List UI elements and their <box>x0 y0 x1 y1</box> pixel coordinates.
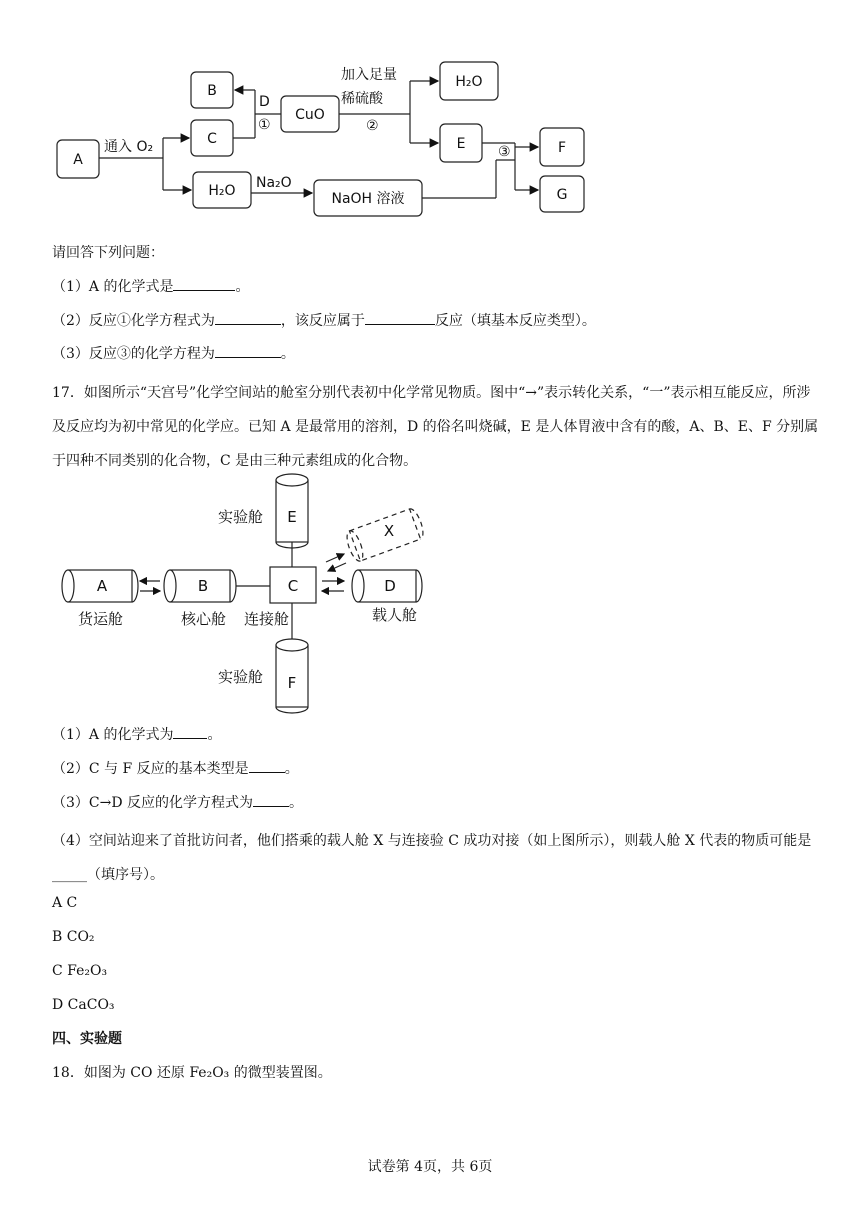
node-naoh: NaOH 溶液 <box>331 191 405 207</box>
q17-part2-text: （2）C 与 F 反应的基本类型是 <box>52 761 249 777</box>
q16-intro: 请回答下列问题： <box>52 245 164 261</box>
label-na2o: Na₂O <box>256 175 292 191</box>
cabin-a: A <box>96 577 108 595</box>
page-footer: 试卷第 4页，共 6页 <box>367 1159 493 1175</box>
label-circle-3: ③ <box>498 144 511 160</box>
answer-blank[interactable] <box>215 310 281 325</box>
q16-part1-text: （1）A 的化学式是 <box>52 279 174 295</box>
node-c: C <box>207 131 217 147</box>
answer-blank[interactable] <box>253 792 289 807</box>
label-lab-bottom: 实验舱 <box>218 668 264 686</box>
q17-part3-end: 。 <box>289 795 304 811</box>
label-circle-1: ① <box>258 117 271 133</box>
label-core: 核心舱 <box>181 610 227 628</box>
q17-part4: （4）空间站迎来了首批访问者，他们搭乘的载人舱 X 与连接验 C 成功对接（如上图所示），则载人舱 X 代表的物质可能是_____（填序号）。 <box>52 833 812 883</box>
section-heading: 四、实验题 <box>52 1031 122 1047</box>
node-g: G <box>556 187 568 203</box>
q16-part1 <box>52 276 249 297</box>
answer-blank[interactable] <box>365 310 435 325</box>
q16-part2-text: （2）反应①化学方程式为 <box>52 313 215 329</box>
node-cuo: CuO <box>295 107 325 123</box>
node-h2o-top: H₂O <box>455 74 483 90</box>
node-e: E <box>456 136 466 152</box>
q16-part2-end: 反应（填基本反应类型）。 <box>434 313 596 329</box>
label-acid-2: 稀硫酸 <box>341 91 383 107</box>
cabin-f: F <box>287 674 297 692</box>
q16-part3-text: （3）反应③的化学方程为 <box>52 346 215 362</box>
option-c[interactable]: C Fe₂O₃ <box>52 963 108 979</box>
q17-part1-text: （1）A 的化学式为 <box>52 727 174 743</box>
answer-blank[interactable] <box>173 276 235 291</box>
option-d[interactable]: D CaCO₃ <box>52 997 115 1013</box>
node-a: A <box>73 152 83 168</box>
cabin-e: E <box>287 508 297 526</box>
label-acid-1: 加入足量 <box>341 67 397 83</box>
q18-stem: 18．如图为 CO 还原 Fe₂O₃ 的微型装置图。 <box>52 1065 332 1081</box>
q17-part3 <box>52 792 303 813</box>
q17-part2-end: 。 <box>284 761 299 777</box>
node-h2o-bottom: H₂O <box>208 183 236 199</box>
q16-part2-mid: ，该反应属于 <box>280 313 365 329</box>
node-b: B <box>207 83 217 99</box>
q17-part1-end: 。 <box>207 727 222 743</box>
reaction-flow-diagram <box>0 0 860 225</box>
answer-blank[interactable] <box>215 343 281 358</box>
label-lab-top: 实验舱 <box>218 508 264 526</box>
q17-part2 <box>52 758 299 779</box>
label-cargo: 货运舱 <box>78 610 124 628</box>
cabin-x: X <box>383 522 395 540</box>
q17-stem: 17．如图所示“天宫号”化学空间站的舱室分别代表初中化学常见物质。图中“→”表示转化关系，“一”表示相互能反应，所涉及反应均为初中常见的化学应。已知 A 是最常用的溶剂，D 的俗名叫烧碱，E 是人体胃液中含有的酸，A、B、E、F 分别属于四种不同类别的化合物，C 是由三种元素组成的化合物。 <box>52 385 819 469</box>
node-f: F <box>557 140 567 156</box>
q16-part2 <box>52 310 596 331</box>
answer-blank[interactable] <box>173 724 207 739</box>
q16-part3 <box>52 343 295 364</box>
label-circle-2: ② <box>366 118 379 134</box>
cabin-d: D <box>384 577 396 595</box>
cabin-b: B <box>197 577 209 595</box>
q17-part3-text: （3）C→D 反应的化学方程式为 <box>52 795 254 811</box>
q17-part1 <box>52 724 221 745</box>
q16-part3-end: 。 <box>280 346 295 362</box>
label-connect: 连接舱 <box>244 610 290 628</box>
q16-part1-end: 。 <box>235 279 250 295</box>
space-station-diagram <box>0 470 860 720</box>
label-d: D <box>259 94 270 110</box>
cabin-c: C <box>287 577 299 595</box>
label-o2: 通入 O₂ <box>104 139 154 155</box>
label-crew: 载人舱 <box>372 606 418 624</box>
option-a[interactable]: A C <box>52 895 78 911</box>
answer-blank[interactable] <box>249 758 285 773</box>
option-b[interactable]: B CO₂ <box>52 929 95 945</box>
